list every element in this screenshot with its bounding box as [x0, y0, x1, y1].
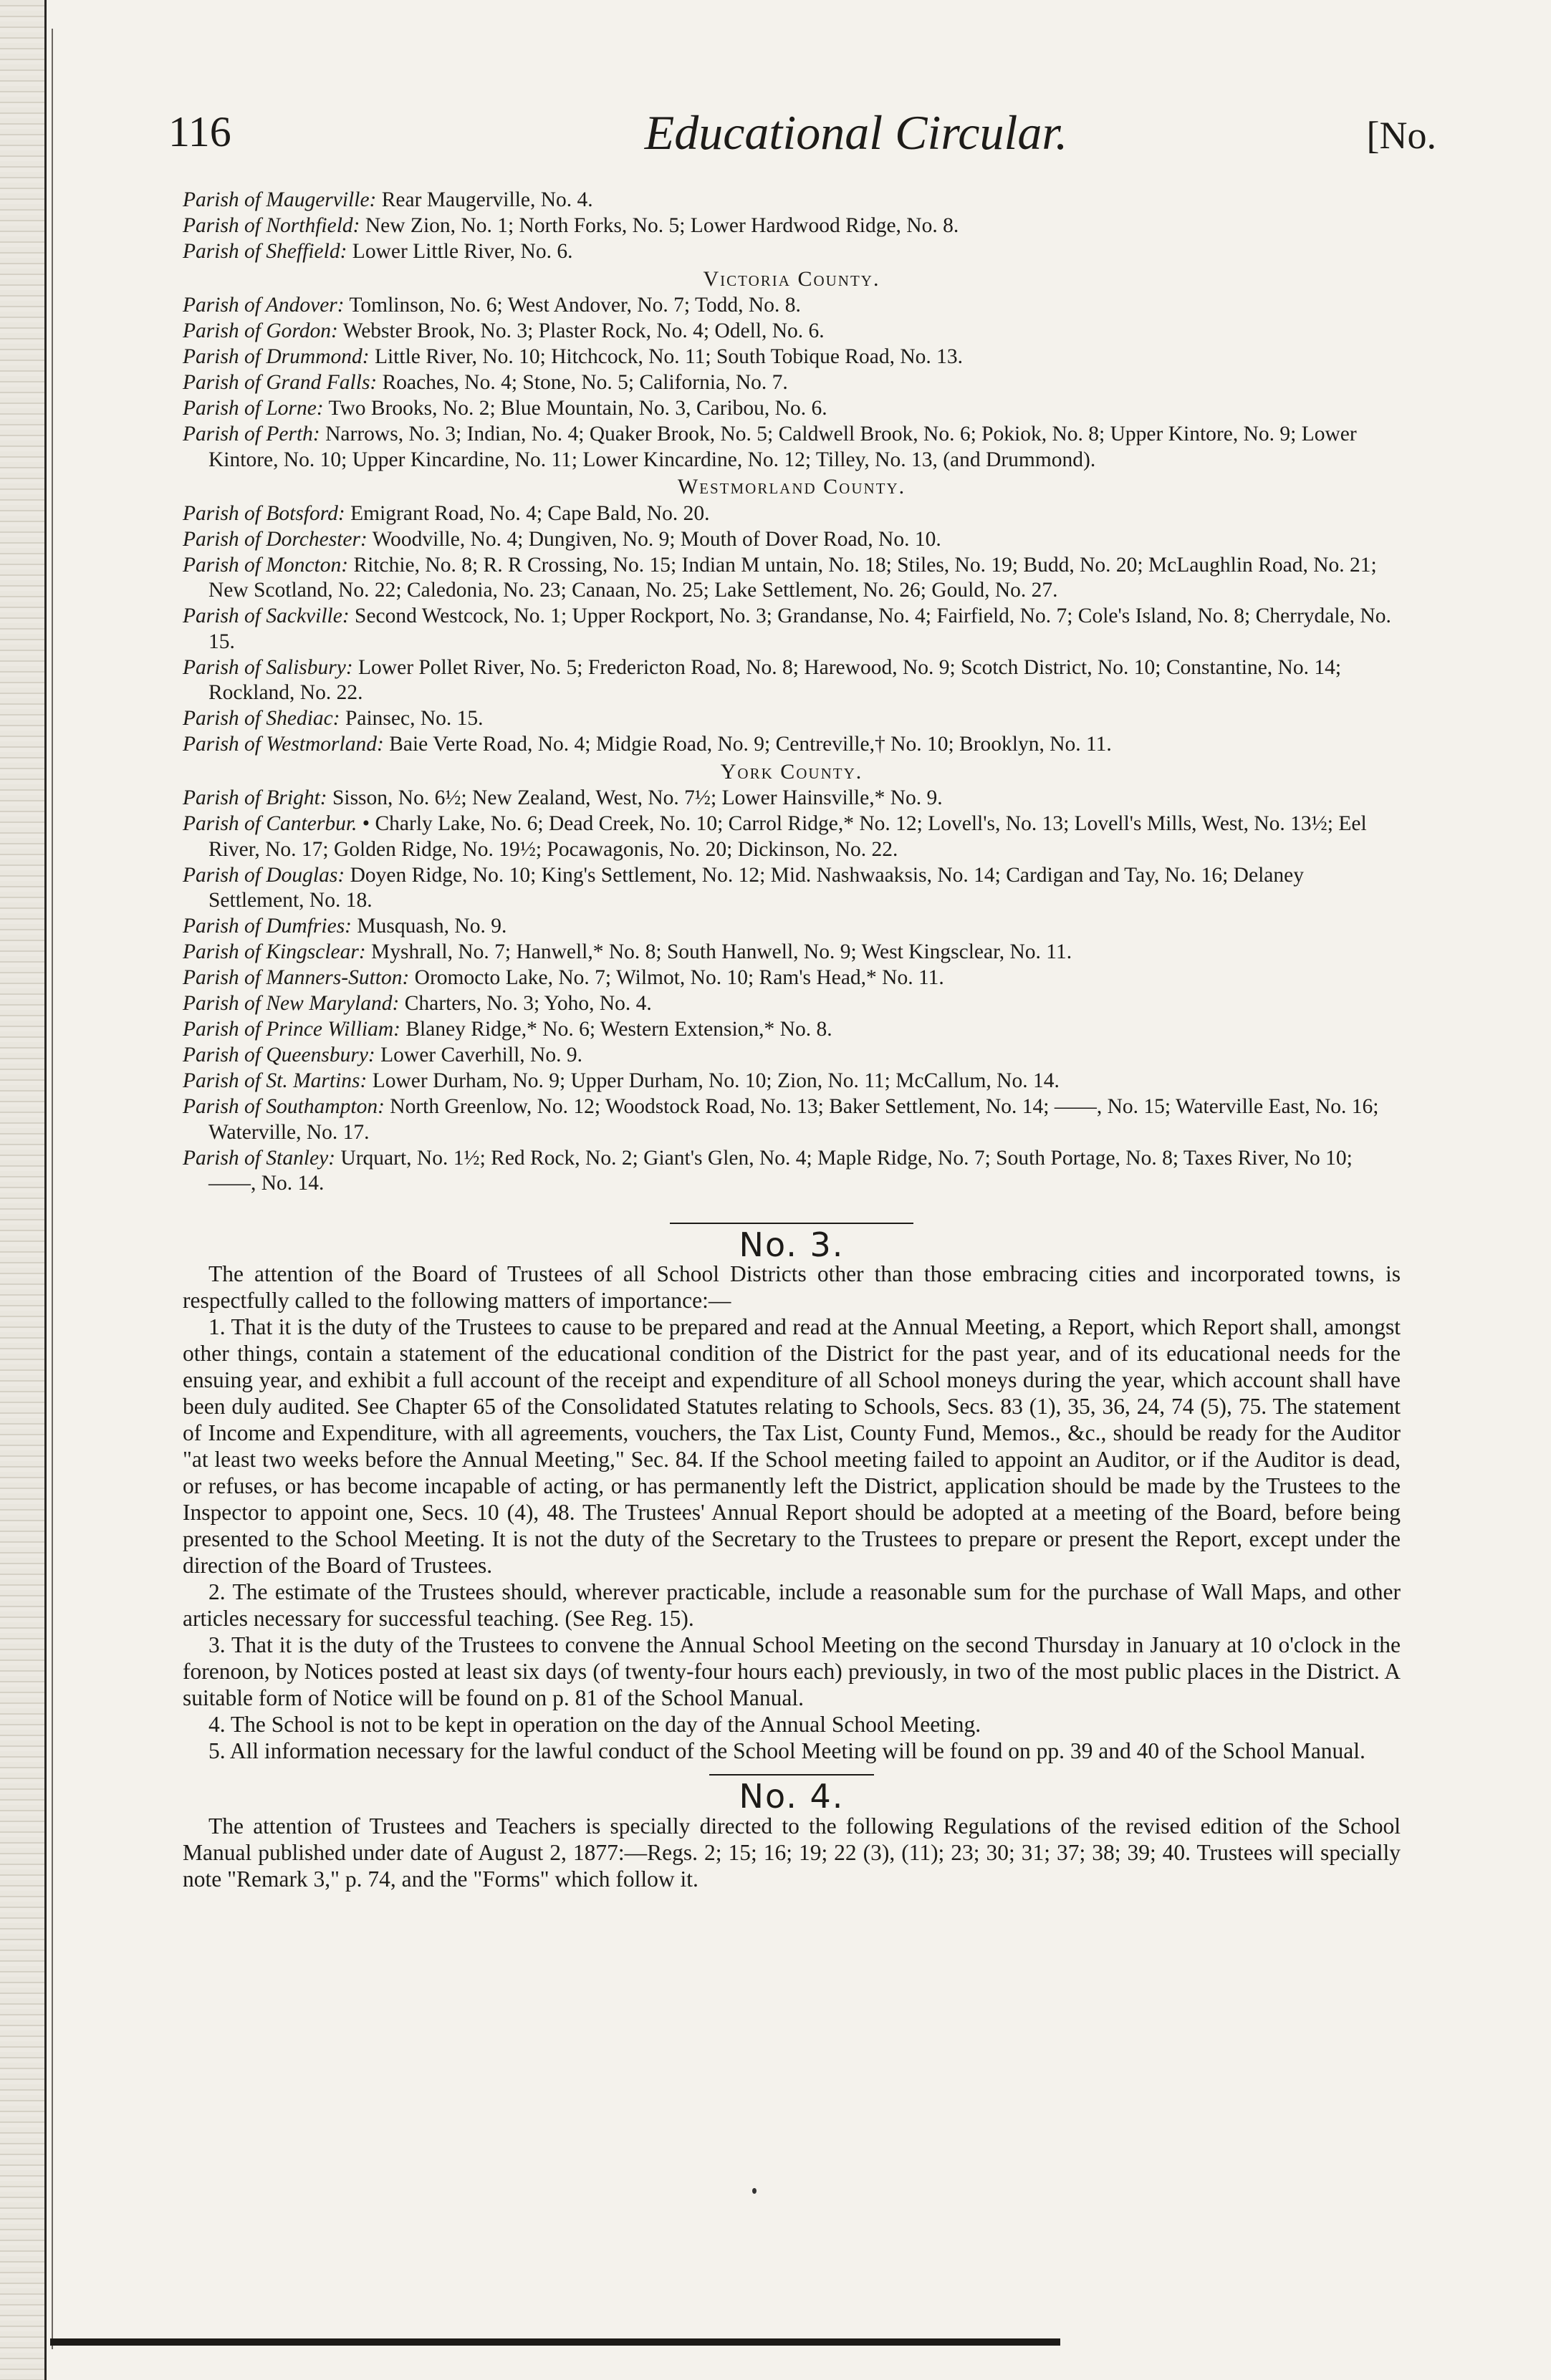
parish-schools: Lower Little River, No. 6. [352, 240, 573, 263]
parish-entry [183, 239, 1401, 265]
parish-entry [183, 345, 1401, 370]
parish-name: Parish of Botsford: [183, 501, 345, 525]
parish-entry [183, 501, 1401, 527]
parish-list-westmorland [183, 501, 1401, 758]
parish-schools: Musquash, No. 9. [357, 915, 507, 938]
parish-name: Parish of Andover: [183, 294, 345, 317]
parish-schools: Emigrant Road, No. 4; Cape Bald, No. 20. [350, 501, 710, 525]
parish-schools: Two Brooks, No. 2; Blue Mountain, No. 3, Caribou, No. 6. [328, 397, 827, 420]
parish-entry [183, 188, 1401, 213]
parish-schools: North Greenlow, No. 12; Woodstock Road, No. 13; Baker Settlement, No. 14; ——, No. 15; Waterville East, No. 16; Waterville, No. 17. [208, 1095, 1379, 1144]
parish-schools: Webster Brook, No. 3; Plaster Rock, No. 4; Odell, No. 6. [342, 319, 825, 342]
parish-entry [183, 655, 1401, 706]
parish-schools: Tomlinson, No. 6; West Andover, No. 7; Todd, No. 8. [349, 294, 801, 317]
parish-schools: Roaches, No. 4; Stone, No. 5; California, No. 7. [382, 371, 788, 394]
parish-schools: Rear Maugerville, No. 4. [381, 188, 593, 211]
parish-schools: Painsec, No. 15. [345, 707, 484, 730]
parish-schools: Blaney Ridge,* No. 6; Western Extension,* No. 8. [405, 1018, 832, 1041]
parish-entry [183, 940, 1401, 965]
parish-entry [183, 527, 1401, 553]
parish-entry [183, 706, 1401, 732]
parish-name: Parish of Perth: [183, 423, 320, 445]
parish-entry [183, 732, 1401, 758]
parish-schools: Oromocto Lake, No. 7; Wilmot, No. 10; Ram's Head,* No. 11. [414, 966, 944, 989]
main-content [183, 188, 1401, 1892]
parish-name: Parish of Westmorland: [183, 733, 384, 756]
parish-entry [183, 1043, 1401, 1069]
county-heading-victoria: Victoria County. [703, 266, 880, 291]
parish-name: Parish of Sheffield: [183, 240, 347, 263]
parish-schools: Woodville, No. 4; Dungiven, No. 9; Mouth of Dover Road, No. 10. [372, 527, 941, 551]
section-divider [670, 1223, 913, 1224]
parish-entry [183, 965, 1401, 991]
page-number: 116 [168, 108, 231, 155]
parish-entry [183, 991, 1401, 1017]
section4-text: The attention of Trustees and Teachers is specially directed to the following Regulations of the revised edition of the School Manual published under date of August 2, 1877:—Regs. 2; 15; 16; 19; 22 (3), (11); 23; 30; 31; 37; 38; 39; 40. Trustees will specially note "Remark 3," p. 74, and the "Forms" which follow it. [183, 1813, 1401, 1892]
section3-title: No. 3. [739, 1225, 845, 1264]
parish-name: Parish of Shediac: [183, 707, 340, 730]
parish-name: Parish of Moncton: [183, 553, 349, 577]
parish-name: Parish of St. Martins: [183, 1069, 368, 1092]
section3-intro: The attention of the Board of Trustees of all School Districts other than those embracing cities and incorporated towns, is respectfully called to the following matters of importance:— [183, 1261, 1401, 1313]
parish-name: Parish of Maugerville: [183, 188, 377, 211]
parish-entry [183, 213, 1401, 239]
parish-entry [183, 396, 1401, 422]
parish-entry [183, 811, 1401, 862]
parish-schools: New Zion, No. 1; North Forks, No. 5; Lower Hardwood Ridge, No. 8. [365, 214, 959, 237]
section-divider [709, 1774, 874, 1776]
parish-schools: • Charly Lake, No. 6; Dead Creek, No. 10; Carrol Ridge,* No. 12; Lovell's, No. 13; Lovell's Mills, West, No. 13½; Eel River, No. 17; Golden Ridge, No. 19½; Pocawagonis, No. 20; Dickinson, No. 22. [208, 812, 1367, 861]
parish-name: Parish of Grand Falls: [183, 371, 378, 394]
parish-name: Parish of Northfield: [183, 214, 360, 237]
bottom-rule [50, 2338, 1060, 2346]
binding-line [52, 29, 53, 2349]
parish-name: Parish of Dumfries: [183, 915, 352, 938]
parish-schools: Baie Verte Road, No. 4; Midgie Road, No. 9; Centreville,† No. 10; Brooklyn, No. 11. [389, 733, 1112, 756]
parish-entry [183, 604, 1401, 655]
parish-entry [183, 1017, 1401, 1043]
issue-mark: [No. [1366, 114, 1436, 157]
parish-name: Parish of Drummond: [183, 345, 370, 368]
parish-entry [183, 1094, 1401, 1145]
parish-name: Parish of Sackville: [183, 604, 350, 627]
parish-list-york [183, 786, 1401, 1197]
parish-entry [183, 553, 1401, 604]
parish-name: Parish of Stanley: [183, 1146, 336, 1170]
parish-schools: Narrows, No. 3; Indian, No. 4; Quaker Brook, No. 5; Caldwell Brook, No. 6; Pokiok, No. 8; Upper Kintore, No. 9; Lower Kintore, No. 10; Upper Kincardine, No. 11; Lower Kincardine, No. 12; Tilley, No. 13, (and Drummond). [208, 423, 1357, 471]
parish-entry [183, 914, 1401, 940]
parish-name: Parish of Dorchester: [183, 527, 368, 551]
parish-entry [183, 370, 1401, 396]
section3-item-2: 2. The estimate of the Trustees should, wherever practicable, include a reasonable sum for the purchase of Wall Maps, and other articles necessary for successful teaching. (See Reg. 15). [183, 1579, 1401, 1631]
parish-list-victoria [183, 293, 1401, 473]
parish-schools: Urquart, No. 1½; Red Rock, No. 2; Giant's Glen, No. 4; Maple Ridge, No. 7; South Portage, No. 8; Taxes River, No 10; ——, No. 14. [208, 1146, 1353, 1195]
parish-name: Parish of Manners-Sutton: [183, 966, 410, 989]
parish-entry [183, 422, 1401, 473]
parish-name: Parish of Gordon: [183, 319, 338, 342]
county-heading-york: York County. [720, 759, 863, 784]
parish-name: Parish of Bright: [183, 786, 327, 809]
parish-entry [183, 1146, 1401, 1197]
parish-entry [183, 319, 1401, 345]
parish-name: Parish of Lorne: [183, 397, 324, 420]
section3-item-4: 4. The School is not to be kept in operation on the day of the Annual School Meeting. [208, 1712, 981, 1737]
section3-item-3: 3. That it is the duty of the Trustees to convene the Annual School Meeting on the second Thursday in January at 10 o'clock in the forenoon, by Notices posted at least six days (of twenty-four hours each) previously, in two of the most public places in the District. A suitable form of Notice will be found on p. 81 of the School Manual. [183, 1632, 1401, 1710]
page-header [168, 107, 1436, 165]
parish-entry [183, 1069, 1401, 1094]
parish-schools: Myshrall, No. 7; Hanwell,* No. 8; South Hanwell, No. 9; West Kingsclear, No. 11. [371, 940, 1072, 963]
parish-schools: Charters, No. 3; Yoho, No. 4. [404, 992, 652, 1015]
section3-item-5: 5. All information necessary for the lawful conduct of the School Meeting will be found on pp. 39 and 40 of the School Manual. [208, 1738, 1365, 1763]
parish-name: Parish of Kingsclear: [183, 940, 366, 963]
parish-entry [183, 786, 1401, 811]
parish-schools: Second Westcock, No. 1; Upper Rockport, No. 3; Grandanse, No. 4; Fairfield, No. 7; Cole's Island, No. 8; Cherrydale, No. 15. [208, 604, 1391, 653]
parish-name: Parish of Douglas: [183, 863, 345, 887]
parish-name: Parish of Southampton: [183, 1095, 385, 1118]
parish-name: Parish of New Maryland: [183, 992, 400, 1015]
parish-schools: Doyen Ridge, No. 10; King's Settlement, No. 12; Mid. Nashwaaksis, No. 14; Cardigan and Tay, No. 16; Delaney Settlement, No. 18. [208, 863, 1304, 912]
parish-name: Parish of Prince William: [183, 1018, 400, 1041]
binding-edge [0, 0, 47, 2380]
parish-schools: Sisson, No. 6½; New Zealand, West, No. 7½; Lower Hainsville,* No. 9. [332, 786, 943, 809]
parish-schools: Ritchie, No. 8; R. R Crossing, No. 15; Indian M untain, No. 18; Stiles, No. 19; Budd, No. 20; McLaughlin Road, No. 21; New Scotland, No. 22; Caledonia, No. 23; Canaan, No. 25; Lake Settlement, No. 26; Gould, No. 27. [208, 553, 1377, 602]
parish-entry [183, 293, 1401, 319]
parish-schools: Lower Durham, No. 9; Upper Durham, No. 10; Zion, No. 11; McCallum, No. 14. [372, 1069, 1060, 1092]
parish-schools: Lower Pollet River, No. 5; Fredericton Road, No. 8; Harewood, No. 9; Scotch District, No. 10; Constantine, No. 14; Rockland, No. 22. [208, 655, 1342, 704]
printer-mark [752, 2188, 757, 2194]
parish-name: Parish of Canterbur. [183, 812, 357, 835]
parish-name: Parish of Queensbury: [183, 1044, 375, 1066]
parish-list-sunbury [183, 188, 1401, 265]
section4-title: No. 4. [739, 1777, 845, 1816]
parish-schools: Little River, No. 10; Hitchcock, No. 11; South Tobique Road, No. 13. [374, 345, 963, 368]
parish-name: Parish of Salisbury: [183, 655, 353, 679]
parish-schools: Lower Caverhill, No. 9. [380, 1044, 582, 1066]
section3-item-1: 1. That it is the duty of the Trustees to cause to be prepared and read at the Annual Meeting, a Report, which Report shall, amongst other things, contain a statement of the educational condition of the District for the past year, and of its educational needs for the ensuing year, and exhibit a full account of the receipt and expenditure of all School moneys during the year, which account shall have been duly audited. See Chapter 65 of the Consolidated Statutes relating to Schools, Secs. 83 (1), 35, 36, 24, 74 (5), 75. The statement of Income and Expenditure, with all agreements, vouchers, the Tax List, County Fund, Memos., &c., should be ready for the Auditor "at least two weeks before the Annual Meeting," Sec. 84. If the School meeting failed to appoint an Auditor, or if the Auditor is dead, or refuses, or has become incapable of acting, or has permanently left the District, application should be made by the Trustees to the Inspector to appoint one, Secs. 10 (4), 48. The Trustees' Annual Report should be adopted at a meeting of the Board, before being presented to the School Meeting. It is not the duty of the Secretary to the Trustees to prepare or present the Report, except under the direction of the Board of Trustees. [183, 1314, 1401, 1578]
county-heading-westmorland: Westmorland County. [677, 475, 906, 498]
parish-entry [183, 863, 1401, 914]
running-title: Educational Circular. [644, 105, 1068, 160]
